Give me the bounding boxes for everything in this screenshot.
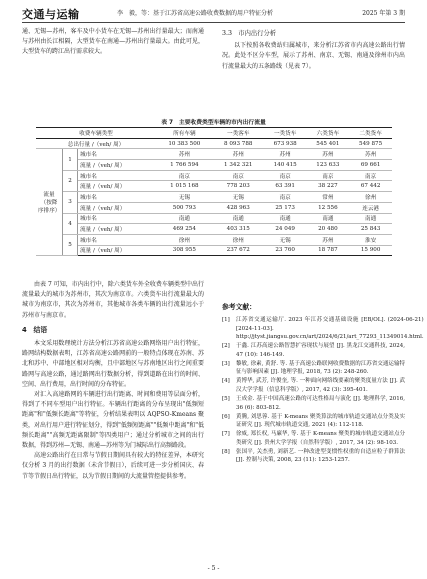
table-cell: 南通 [307,213,350,224]
running-title: 李 毅，等：基于江苏省高速公路收费数据的用户特征分析 [117,10,274,17]
reference-item: [1] 江苏省交通运输厅. 2023 年江苏交通基础设施 [EB/OL]. (2024-06-21) [2024-11-03]. http://jtyst.jiangsu.gov.cn/art/2024/6/21/art_77293_11349014.html. [222,317,424,341]
paragraph: 通、无锡—苏州，客车及中小货车在无锡—苏州出行量最大；而南通与苏州由长江相隔，大型货车在南通—苏州出行量最大。由此可见，大型货车的跨江出行需求较大。 [22,28,204,56]
table-cell: 苏州 [156,149,213,160]
table-cell: 237 672 [213,245,264,256]
table-cell: 常州 [307,192,350,203]
table-cell: 67 442 [349,181,392,192]
journal-logo: 交通与运输 [22,8,80,21]
traffic-table [36,127,392,256]
row-label: 流量 /（veh/ 周） [78,181,157,192]
paragraph: 以下按照各收费站归属城市，来分析江苏省市内高速公路出行情况。此处不区分车型，展示了苏州、南京、无锡、南通及徐州市内出行流量最大的五条路线（见表 7）。 [222,42,405,70]
table-cell: 南通 [264,213,307,224]
table-row [36,245,392,256]
table-cell: 25 173 [264,202,307,213]
table-header: 一类客车 [213,128,264,139]
table-cell: 无锡 [156,192,213,203]
table-cell: 南京 [264,170,307,181]
paragraph: 高速公路出行在日常与节假日期间具有较大的特征差异，本研究仅分析 3 月的出行数据（未含节假日），后续可进一步分析国庆、春节等节假日出行特征，以为节假日期间的大流量管控提供参考。 [22,452,204,480]
table-cell: 500 793 [156,202,213,213]
table-cell: 18 787 [307,245,350,256]
table-cell: 苏州 [307,234,350,245]
references-heading: 参考文献： [222,303,256,311]
header-rule [22,22,405,23]
reference-item: [8] 张国平, 关杰勇, 刘新艺. 一种改进型变惯性权重的自适应粒子群算法 [J]. 控制与决策, 2008, 23 (11): 1253-1257. [222,448,405,464]
table-header: 所有车辆 [156,128,213,139]
table-cell: 8 093 788 [213,138,264,149]
row-label: 流量 /（veh/ 周） [78,245,157,256]
table-cell: 南京 [264,192,307,203]
table-cell: 140 415 [264,160,307,171]
table-cell: 24 049 [264,224,307,235]
table-header: 六类货车 [307,128,350,139]
table-row [36,181,392,192]
table-cell: 308 955 [156,245,213,256]
table-cell: 南京 [307,170,350,181]
table-cell: 673 938 [264,138,307,149]
table-cell: 无锡 [213,192,264,203]
row-label: 城市名 [78,192,157,203]
table-cell: 38 227 [307,181,350,192]
table-cell: 1 766 594 [156,160,213,171]
table-cell: 545 401 [307,138,350,149]
table-caption: 表 7 主要收费类型车辆的市内出行流量 [161,120,266,126]
table-row [36,138,392,149]
table-cell: 428 963 [213,202,264,213]
rank-cell: 1 [63,149,78,170]
left-top-text [22,27,204,58]
table-cell: 20 480 [307,224,350,235]
table-cell: 南通 [156,213,213,224]
table-cell: 403 315 [213,224,264,235]
table-header: 一类货车 [264,128,307,139]
table-cell: 15 900 [349,245,392,256]
row-label: 流量 /（veh/ 周） [78,202,157,213]
left-body [22,280,204,482]
row-label: 城市名 [78,170,157,181]
rank-cell: 3 [63,192,78,213]
section-heading: 3.3 市内出行分析 [222,30,277,37]
table-cell: 苏州 [349,149,392,160]
row-label: 城市名 [78,213,157,224]
reference-item: [7] 徐威, 郑长权, 马廉华, 等. 基于 K-means 聚类的城市轨道交通站点分类研究 [J]. 贵州大学学报（自然科学版）, 2017, 34 (2): 98-103. [222,431,405,446]
rank-cell: 2 [63,170,78,191]
table-cell: 南通 [213,213,264,224]
table-cell: 23 760 [264,245,307,256]
table-cell: 1 015 168 [156,181,213,192]
right-top-text [222,27,405,72]
reference-item: [6] 黄腾, 刘思蓉. 基于 K-means 聚类算法的城市轨道交通站点分类及实证研究 [J]. 现代城市轨道交通, 2021 (4): 112-118. [222,413,405,429]
table-cell: 1 342 321 [213,160,264,171]
table-row [36,202,392,213]
table-cell: 徐州 [349,192,392,203]
table-cell: 549 875 [349,138,392,149]
table-row [36,224,392,235]
table-row [36,170,392,181]
table-cell: 778 203 [213,181,264,192]
issue-label: 2025 年第 3 期 [362,10,405,17]
reference-item: [3] 黎敏, 徐素, 黄舒. 等. 基于高速公路联网收费数据的江苏省交通运输特征与影响因素 [J]. 地理学报, 2018, 73 (2): 248-260. [222,360,405,376]
table-cell: 徐州 [156,234,213,245]
table-row [36,149,392,160]
reference-item: [2] 于鑫. 江苏高速公路智慧扩容现状与展望 [J]. 黑龙江交通科技, 2024, 47 (10): 146-149. [222,343,405,358]
table-row [36,192,392,203]
table-header: 二类货车 [349,128,392,139]
reference-item: [5] 王成金. 基于中国高速公路的可达性格局与演化 [J]. 地理科学, 2016, 36 (6): 803-812. [222,396,405,411]
rank-cell: 4 [63,213,78,234]
table-header-row [36,128,392,139]
right-body [222,280,424,465]
table-cell: 12 556 [307,202,350,213]
row-label: 流量 /（veh/ 周） [78,224,157,235]
row-label: 城市名 [78,234,157,245]
row-label: 城市名 [78,149,157,160]
table-cell: 淮安 [349,234,392,245]
table-cell: 苏州 [307,149,350,160]
table-header: 收费车辆类型 [36,128,156,139]
table-cell: 苏州 [213,149,264,160]
table-cell: 南通 [349,213,392,224]
table-cell: 连云港 [349,202,392,213]
total-label: 总出行量 /（veh/ 周） [36,138,156,149]
table-cell: 无锡 [264,234,307,245]
table-cell: 25 843 [349,224,392,235]
table-cell: 69 661 [349,160,392,171]
table-cell: 10 383 500 [156,138,213,149]
table-row [36,160,392,171]
table-cell: 苏州 [264,149,307,160]
paragraph: 对汇入高速路网的车辆进行出行距离、时间和费用等层面分析，得到了不同车型用户出行特征。车辆出行距离的分布呈现出"低频短距离"和"低频长距离"等特征，分析结果表明以 AQPSO-Kmeans 聚类，对出行用户进行特征划分，得到"低频短距离""低频中距离"和"低频长距离""高频无距离限制"等四类用户；通过分析城市之间的出行数据，得到苏州—无锡、南通—苏州等为门城际出行高频路段。 [22,391,204,450]
row-label: 流量 /（veh/ 周） [78,160,157,171]
reference-item: [4] 黄博华, 武芳, 许俊奎, 等. 一种面向网络线要素的聚类度量方法 [J]. 武汉大学学报（信息科学版）, 2017, 42 (3): 395-401. [222,378,405,393]
table-cell: 63 391 [264,181,307,192]
table-cell: 123 633 [307,160,350,171]
table-row [36,234,392,245]
page-number: - 5 - [207,565,220,572]
table-cell: 南京 [156,170,213,181]
table-cell: 南京 [349,170,392,181]
group-label: 流量（按降序排序） [36,149,63,256]
rank-cell: 5 [63,234,78,255]
references-list [222,316,424,465]
table-row [36,213,392,224]
paragraph: 本文采用数理统计方法分析江苏省高速公路网络用户出行特征，路网结构数据表明，江苏省高速公路网前的一般特点体现在苏南、苏北和苏中、中部地区相对均衡，且中部地区与苏南地区出行之间重要路网与高速公路，通过路网出行数据分析，得到道路在出行的时间、空间、出行费用，出行时间的分布特征。 [22,340,204,388]
table-cell: 徐州 [213,234,264,245]
table-cell: 南京 [213,170,264,181]
table-cell: 469 254 [156,224,213,235]
section-heading: 4 结语 [22,325,48,334]
paragraph: 由表 7 可知，市内出行中，除六类货车外全收费车辆类型中出行流量最大的城市为苏州市，其次为南京市。六类货车出行流量最大的城市为南京市，其次为苏州市，其他城市各类车辆的出行流量远小于苏州市与南京市。 [22,281,204,319]
